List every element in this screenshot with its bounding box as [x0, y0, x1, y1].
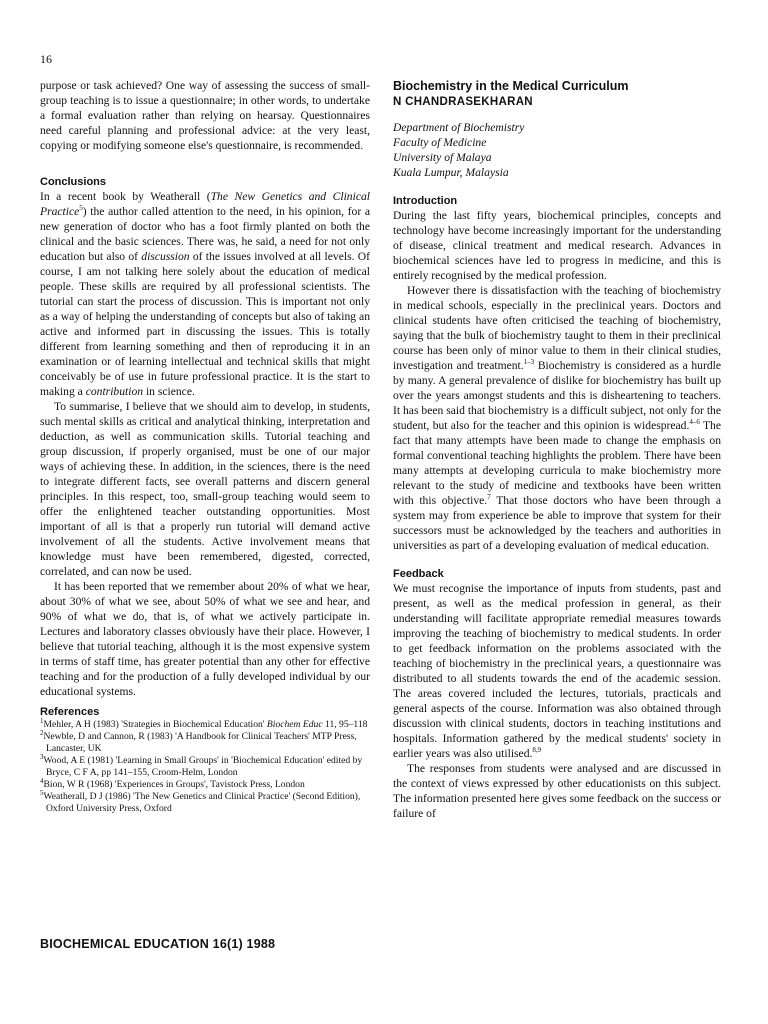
reference-item: $^5$Weatherall, D J (1986) 'The New Genetics and Clinical Practice' (Second Edition), Oxford University Press, Oxford: [40, 789, 361, 814]
reference-item: $^1$Mehler, A H (1983) 'Strategies in Biochemical Education' Biochem Educ 11, 95–118: [40, 716, 368, 730]
book-title: The New Genetics and Clinical Practice: [40, 190, 370, 218]
conclusions-paragraph-3: It has been reported that we remember about 20% of what we hear, about 30% of what we see, about 50% of what we see and hear, and 90% of what we do, that is, of what we actively participate in. Lectures and laboratory classes obviously have their place. However, I believe that tutorial teaching, although it is the most expensive system in terms of staff time, has greater potential than any other for effective teaching and for the production of a fully developed individual by our educational systems.: [40, 580, 370, 698]
feedback-paragraph-1: We must recognise the importance of inputs from students, past and present, as well as the medical profession in general, as their understanding will facilitate appropriate remedial measures towards improving the teaching of biochemistry to medical students. In order to get feedback information on the problems associated with the teaching of biochemistry in the preclinical years, a questionnaire was distributed to all students towards the end of the academic session. The areas covered included the lectures, tutorials, practicals and general aspects of the course. Information was also obtained through discussion with clinical students, doctors in teaching institutions and hospitals. Information gathered by the medical students' society in earlier years was also utilised.$^{8,9}$: [393, 582, 721, 760]
journal-footer: BIOCHEMICAL EDUCATION 16(1) 1988: [40, 937, 276, 951]
references-list: [40, 716, 370, 814]
emphasis-discussion: discussion: [141, 250, 190, 263]
references-heading: References: [40, 706, 100, 718]
feedback-paragraph-2: The responses from students were analysed and are discussed in the context of views expressed by other educationists on this subject. The information presented here gives some feedback on the success or failure of: [393, 762, 721, 820]
citation: 7: [487, 493, 491, 502]
reference-item: $^3$Wood, A E (1981) 'Learning in Small Groups' in 'Biochemical Education' edited by Bryce, C F A, pp 141–155, Croom-Helm, London: [40, 753, 363, 778]
citation: 4–6: [689, 418, 700, 427]
reference-item: $^4$Bion, W R (1968) 'Experiences in Groups', Tavistock Press, London: [40, 776, 305, 791]
page-number: 16: [40, 52, 52, 66]
conclusions-paragraph-2: To summarise, I believe that we should aim to develop, in students, such mental skills as critical and analytical thinking, interpretation and deduction, as well as communication skills. Tutorial teaching and group discussion, if properly organised, must be one of our major ways of achieving these. In addition, in the sciences, there is the need to integrate different facts, see overall patterns and discern general principles. In this respect, too, small-group teaching would seem to offer the enlightened teacher outstanding opportunities. Most important of all is that a properly run tutorial will demand active involvement of all the students. Active involvement means that knowledge must have been remembered, digested, corrected, correlated, and can now be used.: [40, 400, 370, 578]
introduction-paragraph-2: However there is dissatisfaction with the teaching of biochemistry in medical schools, especially in the preclinical years. Doctors and clinical students have often criticised the teaching of biochemistry, saying that the bulk of biochemistry taught to them in their preclinical course has been only of minor value to them in their clinical studies, investigation and treatment.$^{1-3}$ Biochemistry is considered as a hurdle by many. A general prevalence of dislike for biochemistry has built up over the years amongst students and this is disheartening to teachers. It has been said that biochemistry is a difficult subject, not only for the student, but also for the teacher and this opinion is widespread.$^{4-6}$ The fact that many attempts have been made to change the emphasis on formal conventional teaching highlights the problem. There have been many attempts at developing curricula to make biochemistry more relevant to the study of medicine and textbooks have been written with this objective.$^7$ That those doctors who have been through a system may from experience be able to improve that system for their successors must be acknowledged by the teachers and authorities in universities as part of a developing evaluation of medical education.: [393, 284, 722, 552]
left-column: [40, 78, 370, 815]
emphasis-contribution: contribution: [85, 385, 144, 398]
citation: 5: [79, 204, 83, 213]
reference-item: $^2$Newble, D and Cannon, R (1983) 'A Handbook for Clinical Teachers' MTP Press, Lancaster, UK: [40, 729, 357, 754]
author-affiliation: Department of Biochemistry Faculty of Medicine University of Malaya Kuala Lumpur, Malaysia: [393, 121, 525, 179]
introduction-heading: Introduction: [393, 195, 458, 207]
citation: 8,9: [532, 746, 542, 755]
introduction-paragraph-1: During the last fifty years, biochemical principles, concepts and technology have become increasingly important for the understanding of disease, clinical treatment and medical research. Advances in biochemical sciences have led to progress in medicine, and this is entirely recognised by the medical profession.: [393, 209, 721, 282]
right-column: [393, 78, 721, 821]
article-author: N CHANDRASEKHARAN: [393, 96, 533, 108]
conclusions-paragraph-1: In a recent book by Weatherall (The New Genetics and Clinical Practice$^5$) the author called attention to the need, in his opinion, for a new generation of doctor who has a foot firmly planted on both the clinical and the basic sciences. There was, he said, a need for not only education but also of discussion of the issues involved at all levels. Of course, I am not talking here solely about the education of medical people. These skills are required by all professional scientists. The tutorial can start the process of discussion. This is important not only as a way of helping the understanding of concepts but also of taking an active and informed part in discussing the issues. This is totally different from learning something and then of reproducing it in an examination or of learning intellectual and technical skills that might conceivably be of use in future professional practice. It is the start to making a contribution in science.: [40, 190, 370, 398]
opening-paragraph: purpose or task achieved? One way of assessing the success of small-group teaching is to issue a questionnaire; in other words, to undertake a formal evaluation rather than relying on hearsay. Questionnaires need careful planning and professional advice: at the very least, copying or modifying someone else's questionnaire, is recommended.: [40, 79, 370, 152]
conclusions-heading: Conclusions: [40, 176, 107, 188]
feedback-heading: Feedback: [393, 568, 444, 580]
article-title: Biochemistry in the Medical Curriculum: [393, 79, 629, 93]
citation: 1–3: [523, 358, 535, 367]
